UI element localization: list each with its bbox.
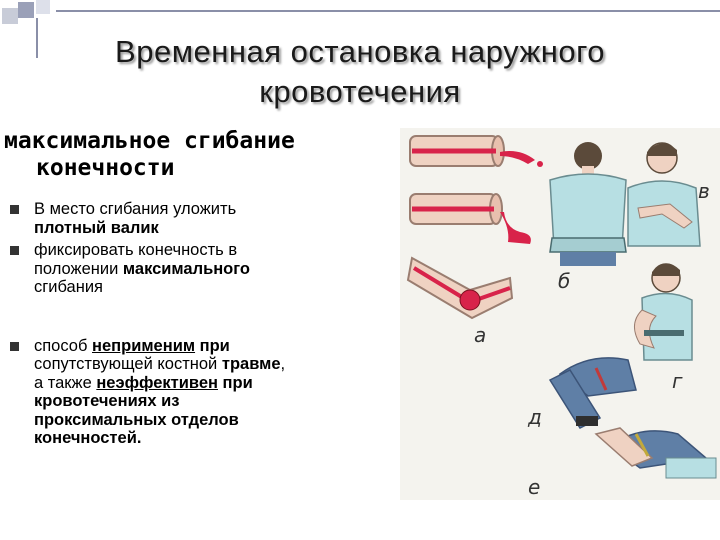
bullet-text: сопутствующей костной — [34, 355, 222, 373]
header-rule — [56, 10, 720, 12]
bullet-text-line — [34, 337, 403, 356]
bullet-text-bold: кровотечениях из — [34, 392, 180, 410]
bullet-text-bold: максимального — [122, 259, 250, 278]
label-a: а — [474, 323, 487, 347]
label-b: б — [558, 269, 571, 293]
slide-title-line1: Временная остановка наружного — [115, 34, 605, 69]
label-e: е — [528, 475, 541, 499]
bullet-text-emphasis: неэффективен — [96, 373, 218, 392]
bullet-item — [8, 200, 403, 237]
bullet-text-bold: при — [195, 336, 230, 355]
bullet-text: фиксировать конечность в — [34, 241, 238, 259]
bullet-text-bold: проксимальных отделов — [34, 410, 239, 429]
figure-knee-flexion — [596, 428, 716, 478]
section-heading — [4, 128, 404, 182]
bullet-text-bold: плотный валик — [34, 218, 159, 237]
decor-square — [2, 8, 18, 24]
vessel-diagram-blood-pool — [410, 194, 531, 244]
bullet-square-icon — [10, 342, 19, 351]
figure-bent-leg — [550, 358, 636, 428]
bullet-text-bold: конечностей. — [34, 429, 142, 447]
bullet-text-line — [34, 374, 403, 393]
bullet-text-line — [34, 260, 403, 279]
illustration-panel — [400, 128, 720, 500]
decor-square — [18, 2, 34, 18]
figure-back-view — [550, 142, 626, 266]
bullet-text: В место сгибания уложить — [34, 200, 237, 218]
label-v: в — [698, 179, 710, 203]
bullet-text: а также — [34, 373, 97, 392]
bullet-text: положении — [34, 259, 123, 278]
bullet-item — [8, 337, 403, 448]
section-heading-line2: конечности — [36, 155, 175, 181]
decor-square — [36, 0, 50, 14]
bullet-square-icon — [10, 205, 19, 214]
label-g: г — [672, 369, 683, 393]
limb-flexion-illustration — [400, 128, 720, 500]
label-d: д — [528, 405, 542, 429]
figure-front-view — [628, 143, 700, 246]
slide-title — [20, 32, 700, 112]
vessel-diagram-bleeding — [410, 136, 543, 167]
figure-side-view — [634, 263, 692, 360]
bullet-text-bold: травме — [221, 355, 281, 373]
vessel-diagram-flexed — [408, 258, 512, 318]
section-heading-line1: максимальное сгибание — [4, 128, 295, 154]
bullet-text: способ — [34, 336, 93, 355]
bullet-item — [8, 241, 403, 297]
bullet-text: сгибания — [34, 278, 103, 296]
bullet-text-emphasis: неприменим — [92, 336, 196, 355]
bullet-text-line: сопутствующей костной травме, — [34, 355, 286, 373]
bullet-list — [8, 200, 403, 452]
bullet-text-bold: при — [217, 373, 253, 392]
bullet-square-icon — [10, 246, 19, 255]
slide-title-line2: кровотечения — [259, 74, 461, 109]
